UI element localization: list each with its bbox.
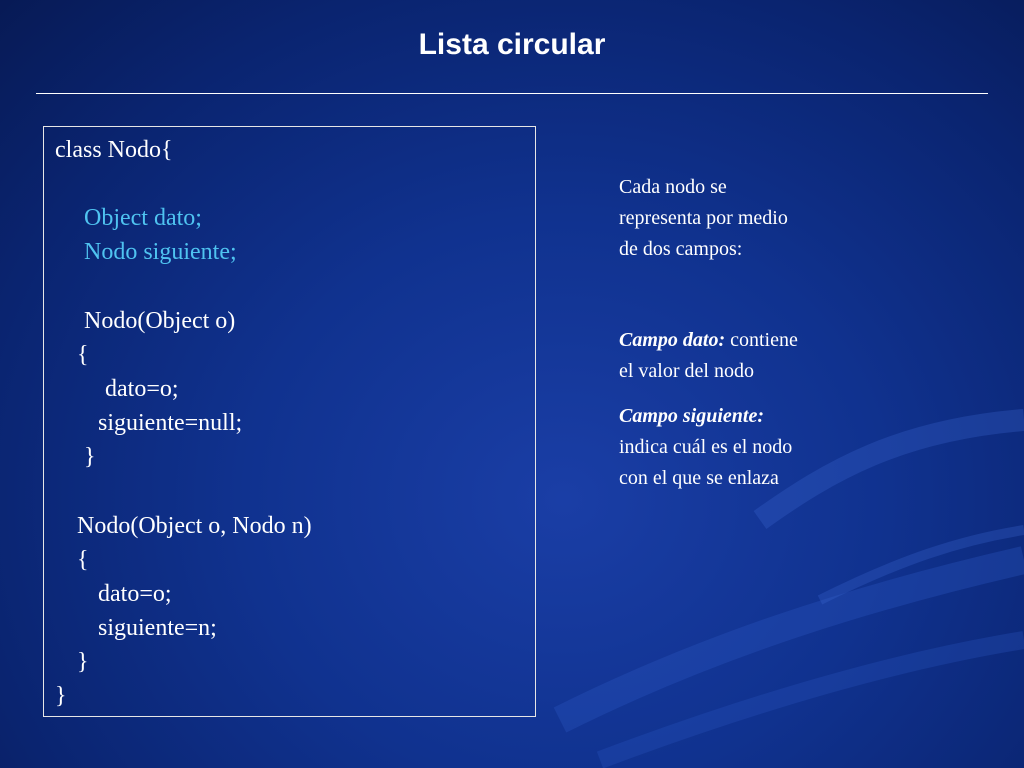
campo-siguiente-text-line: con el que se enlaza xyxy=(619,467,779,489)
campo-dato-text-2: el valor del nodo xyxy=(619,360,754,382)
campo-dato-text: contiene xyxy=(730,329,798,351)
campo-dato-label: Campo dato: xyxy=(619,329,726,351)
campo-siguiente-label: Campo siguiente: xyxy=(619,405,765,427)
code-line-field-dato: Object dato; xyxy=(84,205,202,231)
description-intro xyxy=(619,172,788,265)
intro-line: representa por medio xyxy=(619,207,788,229)
code-line-brace-open-2: { xyxy=(77,547,89,573)
code-line-assign-siguiente-1: siguiente=null; xyxy=(98,410,243,436)
code-line-brace-close-2: } xyxy=(77,649,89,675)
code-line-field-siguiente: Nodo siguiente; xyxy=(84,239,237,265)
campo-siguiente-text-line: indica cuál es el nodo xyxy=(619,436,793,458)
slide-title: Lista circular xyxy=(418,28,606,61)
description-campo-dato xyxy=(619,325,798,387)
code-line-assign-dato-1: dato=o; xyxy=(105,376,179,402)
code-line-constructor-1: Nodo(Object o) xyxy=(84,308,236,334)
intro-line: Cada nodo se xyxy=(619,176,727,198)
code-box xyxy=(43,126,536,717)
code-line-assign-dato-2: dato=o; xyxy=(98,581,172,607)
title-divider xyxy=(36,93,988,94)
code-line-brace-open-1: { xyxy=(77,342,89,368)
code-line-class: class Nodo{ xyxy=(55,137,173,163)
code-line-constructor-2: Nodo(Object o, Nodo n) xyxy=(77,513,312,539)
code-line-brace-close-class: } xyxy=(55,683,67,709)
code-line-assign-siguiente-2: siguiente=n; xyxy=(98,615,217,641)
intro-line: de dos campos: xyxy=(619,238,743,260)
description-campo-siguiente xyxy=(619,401,792,494)
code-line-brace-close-1: } xyxy=(84,444,96,470)
